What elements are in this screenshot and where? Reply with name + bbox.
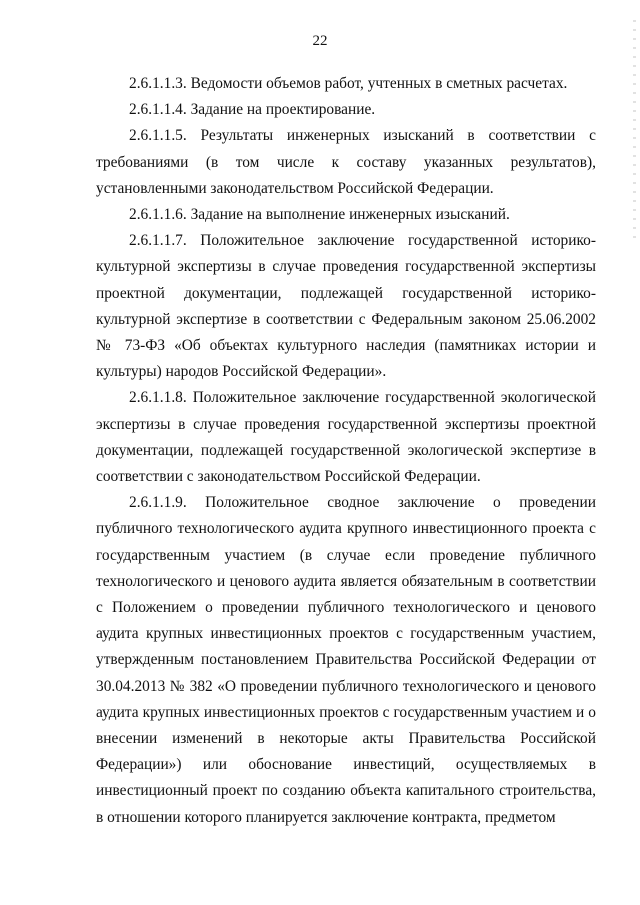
paragraph-2-6-1-1-6: 2.6.1.1.6. Задание на выполнение инженерных изысканий. [129,206,510,224]
paragraph-2-6-1-1-7: 2.6.1.1.7. Положительное заключение государственной историко-культурной экспертизы в случае проведения государственной экспертизы проектной документации, подлежащей государственной историко-культурной экспертизе в соответствии с Федеральным законом 25.06.2002 № 73-ФЗ «Об объектах культурного наследия (памятниках истории и культуры) народов Российской Федерации». [96,232,596,381]
paragraph-2-6-1-1-8: 2.6.1.1.8. Положительное заключение государственной экологической экспертизы в случае проведения государственной экспертизы проектной документации, подлежащей государственной экологической экспертизе в соответствии с законодательством Российской Федерации. [96,389,596,486]
page-number: 22 [312,33,328,49]
document-body [96,71,596,831]
paragraph-2-6-1-1-5: 2.6.1.1.5. Результаты инженерных изысканий в соответствии с требованиями (в том числе к составу указанных результатов), установленными законодательством Российской Федерации. [96,127,596,197]
paragraph-2-6-1-1-9: 2.6.1.1.9. Положительное сводное заключение о проведении публичного технологического аудита крупного инвестиционного проекта с государственным участием (в случае если проведение публичного технологического и ценового аудита является обязательным в соответствии с Положением о проведении публичного технологического и ценового аудита крупных инвестиционных проектов с государственным участием, утвержденным постановлением Правительства Российской Федерации от 30.04.2013 № 382 «О проведении публичного технологического и ценового аудита крупных инвестиционных проектов с государственным участием и о внесении изменений в некоторые акты Правительства Российской Федерации») или обоснование инвестиций, осуществляемых в инвестиционный проект по созданию объекта капитального строительства, в отношении которого планируется заключение контракта, предметом [96,494,596,826]
paragraph-2-6-1-1-3: 2.6.1.1.3. Ведомости объемов работ, учтенных в сметных расчетах. [129,75,568,92]
paragraph-2-6-1-1-4: 2.6.1.1.4. Задание на проектирование. [129,101,376,119]
scan-edge-artifact [633,20,636,240]
